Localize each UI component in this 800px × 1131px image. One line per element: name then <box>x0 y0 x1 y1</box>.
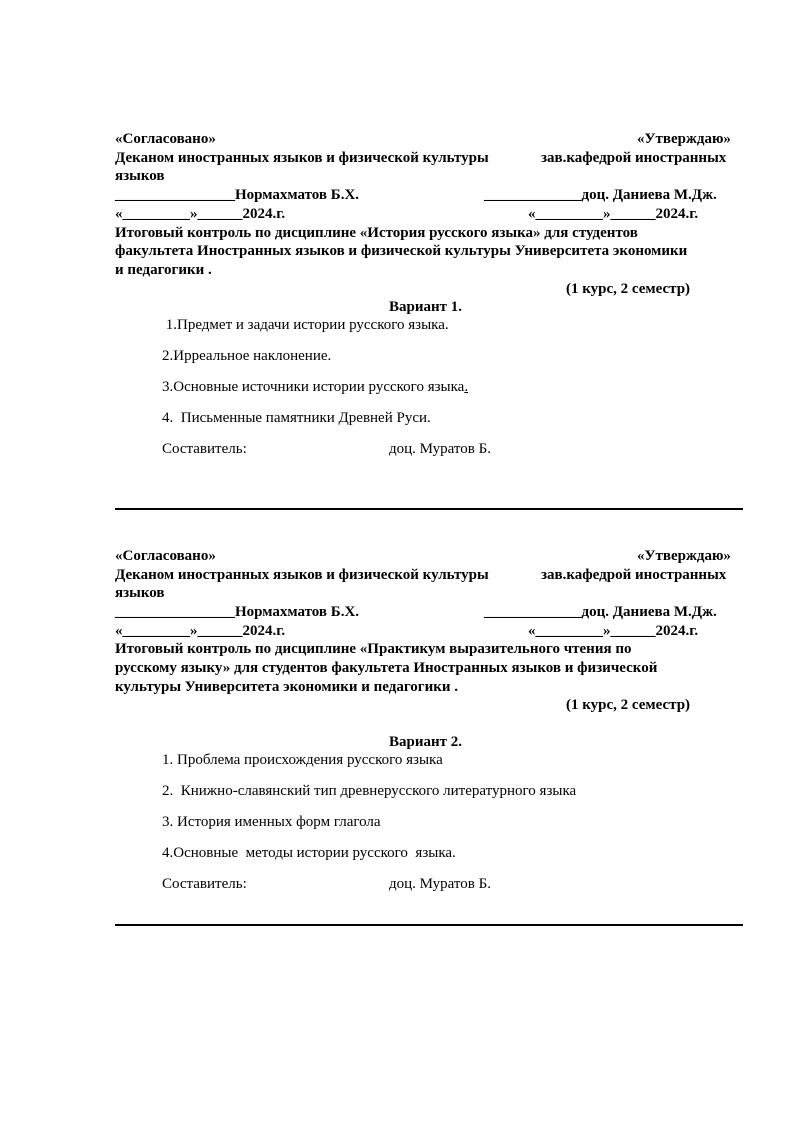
question-4: 4.Основные методы истории русского языка. <box>162 845 456 861</box>
dean-line: Деканом иностранных языков и физической культуры <box>115 567 489 583</box>
question-2: 2. Книжно-славянский тип древнерусского литературного языка <box>162 783 577 799</box>
compiler-label: Составитель: <box>162 441 247 457</box>
question-1: 1.Предмет и задачи истории русского языка. <box>162 317 449 333</box>
question-4: 4. Письменные памятники Древней Руси. <box>162 410 431 426</box>
question-1: 1. Проблема происхождения русского языка <box>162 752 443 768</box>
approve-label: «Утверждаю» <box>637 131 731 147</box>
title-line-2: факультета Иностранных языков и физической культуры Университета экономики <box>115 243 688 259</box>
signature-left: ________________Нормахматов Б.Х. <box>115 187 360 203</box>
signature-right: _____________доц. Даниева М.Дж. <box>484 187 717 203</box>
compiler-name: доц. Муратов Б. <box>389 876 491 892</box>
compiler-name: доц. Муратов Б. <box>389 441 491 457</box>
agreed-label: «Согласовано» <box>115 548 216 564</box>
approve-label: «Утверждаю» <box>637 548 731 564</box>
course-label: (1 курс, 2 семестр) <box>566 281 691 297</box>
title-line-3: культуры Университета экономики и педагогики . <box>115 679 459 695</box>
separator-line <box>115 924 743 926</box>
separator-line <box>115 508 743 510</box>
question-3: 3.Основные источники истории русского языка. <box>162 379 469 395</box>
date-right: «_________»______2024.г. <box>528 623 699 639</box>
title-line-1: Итоговый контроль по дисциплине «История русского языка» для студентов <box>115 225 638 241</box>
question-2: 2.Ирреальное наклонение. <box>162 348 332 364</box>
head-of-department-continuation: языков <box>115 585 165 601</box>
dean-line: Деканом иностранных языков и физической культуры <box>115 150 489 166</box>
date-right: «_________»______2024.г. <box>528 206 699 222</box>
head-of-department-line: зав.кафедрой иностранных <box>541 567 727 583</box>
signature-left: ________________Нормахматов Б.Х. <box>115 604 360 620</box>
course-label: (1 курс, 2 семестр) <box>566 697 691 713</box>
question-3: 3. История именных форм глагола <box>162 814 381 830</box>
head-of-department-line: зав.кафедрой иностранных <box>541 150 727 166</box>
compiler-label: Составитель: <box>162 876 247 892</box>
variant-title: Вариант 1. <box>389 299 463 315</box>
variant-title: Вариант 2. <box>389 734 463 750</box>
date-left: «_________»______2024.г. <box>115 623 286 639</box>
title-line-2: русскому языку» для студентов факультета Иностранных языков и физической <box>115 660 658 676</box>
signature-right: _____________доц. Даниева М.Дж. <box>484 604 717 620</box>
title-line-3: и педагогики . <box>115 262 212 278</box>
head-of-department-continuation: языков <box>115 168 165 184</box>
date-left: «_________»______2024.г. <box>115 206 286 222</box>
agreed-label: «Согласовано» <box>115 131 216 147</box>
title-line-1: Итоговый контроль по дисциплине «Практикум выразительного чтения по <box>115 641 632 657</box>
